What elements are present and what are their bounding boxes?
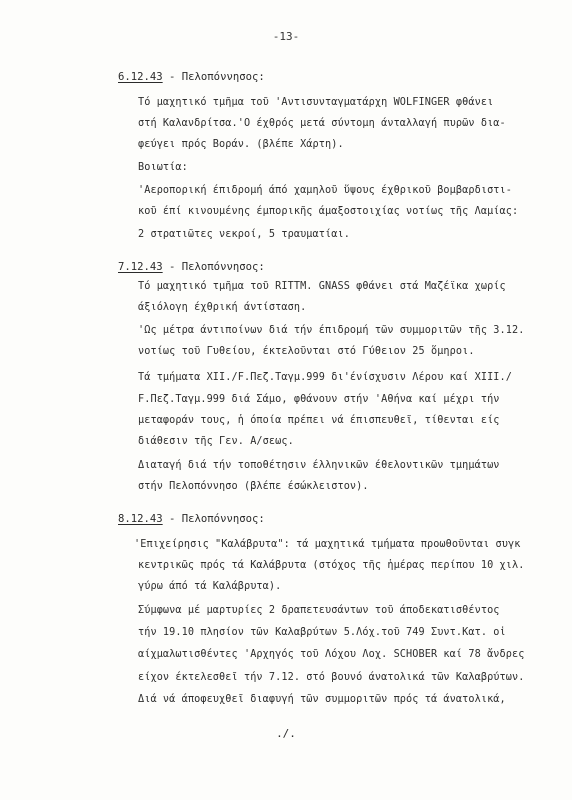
entry-heading [118,71,265,83]
text-line: κοῦ έπί κινουμένης έμπορικῆς άμαξοστοιχίας νοτίως τῆς Λαμίας: [138,206,519,217]
text-line: F.Πεζ.Ταγμ.999 διά Σάμο, φθάνουν στήν 'Αθήνα καί μέχρι τήν [138,394,500,405]
entry-dash: - [162,261,182,273]
text-line: στήν Πελοπόννησο (βλέπε έσώκλειστον). [138,481,369,492]
entry-region: Πελοπόννησος: [181,71,265,83]
text-line: αίχμαλωτισθέντες 'Αρχηγός τοῦ Λόχου Λοχ. SCHOBER καί 78 ἄνδρες [138,649,525,660]
text-line: Σύμφωνα μέ μαρτυρίες 2 δραπετευσάντων τοῦ άποδεκατισθέντος [138,605,500,616]
text-line: στή Καλανδρίτσα.'Ο έχθρός μετά σύντομη άνταλλαγή πυρῶν δια- [138,118,506,129]
text-line: 2 στρατιῶτες νεκροί, 5 τραυματίαι. [138,229,350,240]
entry-region: Πελοπόννησος: [181,513,265,525]
page-number: -13- [272,30,300,43]
text-line: νοτίως τοῦ Γυθείου, έκτελοῦνται στό Γύθειον 25 ὅμηροι. [138,346,475,357]
entry-dash: - [162,513,182,525]
entry-dash: - [162,71,182,83]
entry-date: 6.12.43 [118,71,163,83]
text-line: Τό μαχητικό τμῆμα τοῦ 'Αντισυνταγματάρχη WOLFINGER φθάνει [138,97,494,108]
text-line: άξιόλογη έχθρική άντίσταση. [138,302,307,313]
continuation-mark: ./. [276,727,296,740]
text-line: Βοιωτία: [138,162,188,173]
text-line: 'Αεροπορική έπιδρομή άπό χαμηλοῦ ὕψους έχθρικοῦ βομβαρδιστι- [138,185,513,196]
text-line: 'Ως μέτρα άντιποίνων διά τήν έπιδρομή τῶν συμμοριτῶν τῆς 3.12. [138,325,525,336]
text-line: φεύγει πρός Βοράν. (βλέπε Χάρτη). [138,139,344,150]
entry-date: 7.12.43 [118,261,163,273]
text-line: Τά τμήματα XII./F.Πεζ.Ταγμ.999 δι'ένίσχυσιν Λέρου καί XIII./ [138,372,513,383]
entry-region: Πελοπόννησος: [181,261,265,273]
text-line: 'Επιχείρησις "Καλάβρυτα": τά μαχητικά τμήματα προωθοῦνται συγκ [134,539,521,550]
text-line: διάθεσιν τῆς Γεν. Α/σεως. [138,436,294,447]
text-line: είχον έκτελεσθεῖ τήν 7.12. στό βουνό άνατολικά τῶν Καλαβρύτων. [138,672,525,683]
text-line: Διά νά άποφευχθεῖ διαφυγή τῶν συμμοριτῶν πρός τά άνατολικά, [138,694,506,705]
text-line: τήν 19.10 πλησίον τῶν Καλαβρύτων 5.Λόχ.τοῦ 749 Συντ.Κατ. οἱ [138,627,506,638]
text-line: γύρω άπό τά Καλάβρυτα). [138,581,282,592]
entry-heading [118,261,265,273]
text-line: Διαταγή διά τήν τοποθέτησιν έλληνικῶν έθελοντικῶν τμημάτων [138,460,500,471]
entry-heading [118,513,265,525]
entry-date: 8.12.43 [118,513,163,525]
text-line: κεντρικῶς πρός τά Καλάβρυτα (στόχος τῆς ἡμέρας περίπου 10 χιλ. [138,560,525,571]
text-line: μεταφοράν τους, ἡ όποία πρέπει νά έπισπευθεῖ, τίθενται είς [138,415,500,426]
text-line: Τό μαχητικό τμῆμα τοῦ RITTM. GNASS φθάνει στά Μαζέϊκα χωρίς [138,281,506,292]
